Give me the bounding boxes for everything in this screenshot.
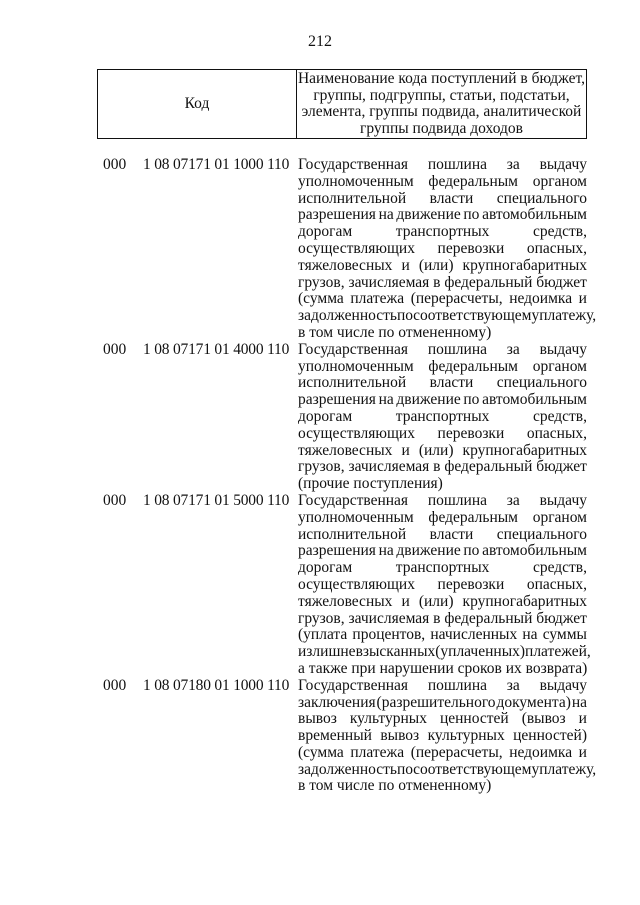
description-line: Государственная пошлина за выдачу — [298, 340, 587, 358]
table-header — [97, 69, 587, 139]
table-row — [0, 342, 640, 493]
header-code-cell: Код — [98, 70, 297, 138]
description-line: вывоз культурных ценностей (вывоз и — [298, 710, 587, 728]
admin-code: 000 — [103, 156, 127, 173]
entries-list — [0, 157, 640, 795]
revenue-description — [298, 491, 591, 678]
description-line: (сумма платежа (перерасчеты, недоимка и — [298, 743, 587, 761]
admin-code: 000 — [103, 340, 127, 358]
description-line: уполномоченным федеральным органом — [298, 172, 587, 190]
description-line: дорогам транспортных средств, — [298, 223, 587, 241]
description-line: осуществляющих перевозки опасных, — [298, 424, 587, 442]
description-line: в том числе по отмененному) — [298, 777, 492, 795]
description-line: заключения (разрешительного документа) на — [298, 693, 587, 711]
description-line: Государственная пошлина за выдачу — [298, 491, 587, 509]
description-line: временный вывоз культурных ценностей) — [298, 727, 587, 745]
description-line: задолженность по соответствующему платежу, — [298, 760, 597, 778]
revenue-description — [298, 676, 597, 796]
description-line: исполнительной власти специального — [298, 374, 587, 392]
admin-code: 000 — [103, 491, 127, 509]
description-line: осуществляющих перевозки опасных, — [298, 239, 587, 257]
description-line: разрешения на движение по автомобильным — [298, 391, 587, 409]
description-line: уполномоченным федеральным органом — [298, 357, 587, 375]
admin-code: 000 — [103, 676, 127, 694]
description-line: (прочие поступления) — [298, 475, 443, 493]
description-line: задолженность по соответствующему платежу, — [298, 307, 597, 325]
description-line: а также при нарушении сроков их возврата) — [298, 659, 588, 677]
description-line: исполнительной власти специального — [298, 189, 587, 207]
description-line: в том числе по отмененному) — [298, 323, 492, 341]
description-line: Государственная пошлина за выдачу — [298, 676, 587, 694]
description-line: (уплата процентов, начисленных на суммы — [298, 626, 587, 644]
header-name-cell: Наименование кода поступлений в бюджет, группы, подгруппы, статьи, подстатьи, элемента, группы подвида, аналитической группы подвида доходов — [297, 70, 586, 137]
description-line: грузов, зачисляемая в федеральный бюджет — [298, 273, 587, 291]
description-line: тяжеловесных и (или) крупногабаритных — [298, 592, 587, 610]
table-row — [0, 493, 640, 678]
page-number: 212 — [308, 33, 332, 50]
description-line: грузов, зачисляемая в федеральный бюджет — [298, 609, 587, 627]
description-line: разрешения на движение по автомобильным — [298, 542, 587, 560]
revenue-code: 1 08 07171 01 5000 110 — [143, 491, 290, 509]
description-line: тяжеловесных и (или) крупногабаритных — [298, 256, 587, 274]
description-line: излишне взысканных (уплаченных) платежей, — [298, 643, 591, 661]
description-line: (сумма платежа (перерасчеты, недоимка и — [298, 290, 587, 308]
revenue-code: 1 08 07171 01 1000 110 — [143, 156, 290, 173]
description-line: грузов, зачисляемая в федеральный бюджет — [298, 458, 587, 476]
revenue-description — [298, 342, 587, 493]
table-row — [0, 157, 640, 342]
description-line: дорогам транспортных средств, — [298, 559, 587, 577]
revenue-code: 1 08 07180 01 1000 110 — [143, 676, 290, 694]
table-row — [0, 678, 640, 796]
description-line: дорогам транспортных средств, — [298, 407, 587, 425]
description-line: разрешения на движение по автомобильным — [298, 206, 587, 224]
description-line: осуществляющих перевозки опасных, — [298, 575, 587, 593]
revenue-code: 1 08 07171 01 4000 110 — [143, 340, 290, 358]
description-line: исполнительной власти специального — [298, 525, 587, 543]
description-line: Государственная пошлина за выдачу — [298, 156, 587, 173]
description-line: тяжеловесных и (или) крупногабаритных — [298, 441, 587, 459]
description-line: уполномоченным федеральным органом — [298, 508, 587, 526]
revenue-description — [298, 156, 597, 342]
